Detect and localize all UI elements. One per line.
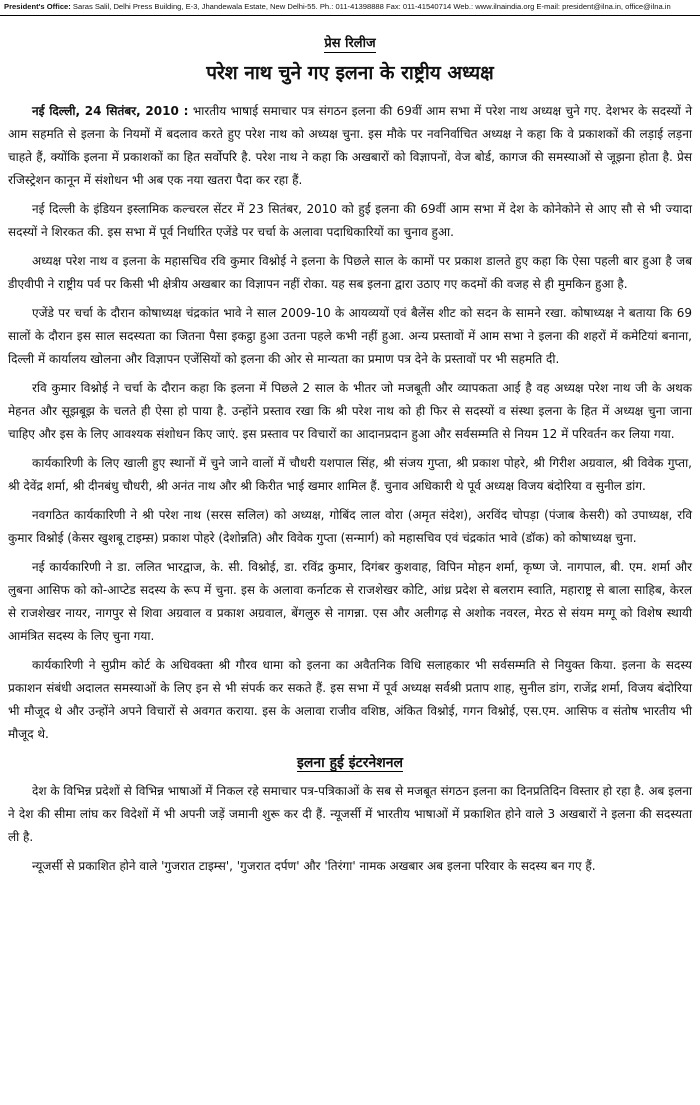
article-paragraph: नवगठित कार्यकारिणी ने श्री परेश नाथ (सरस सलिल) को अध्यक्ष, गोबिंद लाल वोरा (अमृत संदेश), अरविंद चोपड़ा (पंजाब केसरी) को उपाध्यक्ष, रवि कुमार विश्नोई (केसर खुशबू टाइम्स़) प्रकाश पोहरे (देशोन्नति) और विवेक गुप्ता (सन्मार्ग) को महासचिव एवं चंद्रकांत भावे (डॉक) को कोषाध्यक्ष चुना. (8, 508, 692, 545)
page-title: परेश नाथ चुने गए इलना के राष्ट्रीय अध्यक्ष (206, 62, 494, 84)
article-paragraph: कार्यकारिणी ने सुप्रीम कोर्ट के अधिवक्ता श्री गौरव धामा को इलना का अवैतनिक विधि सलाहकार भी सर्वसम्मति से नियुक्त किया. इलना के सदस्य प्रकाशन संबंधी अदालत समस्याओं के लिए इन से भी संपर्क कर सकते हैं. इस सभा में पूर्व अध्यक्ष सर्वश्री प्रताप शाह, सुनील डांग, राजेंद्र शर्मा, विजय बंदोरिया भी मौजूद थे और उन्होंने अपने विचारों से अवगत कराया. इस के अलावा राजीव वशिष्ठ, अंकित विश्नोई, गगन विश्नोई, एस.एम. आसिफ व संतोष भारतीय भी मौजूद थे. (8, 658, 692, 741)
article-paragraph: न्यूजर्सी से प्रकाशित होने वाले 'गुजरात टाइम्स', 'गुजरात दर्पण' और 'तिरंगा' नामक अखबार अब इलना परिवार के सदस्य बन गए हैं. (32, 859, 596, 873)
dateline: नई दिल्ली, 24 सितंबर, 2010 : (32, 104, 189, 118)
letterhead-label: President's Office: (4, 2, 71, 11)
article-paragraph-lead (8, 100, 692, 192)
article-paragraph: रवि कुमार विश्नोई ने चर्चा के दौरान कहा कि इलना में पिछले 2 साल के भीतर जो मजबूती और व्यापकता आई है वह अध्यक्ष परेश नाथ जी के अथक मेहनत और सूझबूझ के चलते ही ऐसा हो पाया है. उन्होंने प्रस्ताव रखा कि श्री परेश नाथ को ही फिर से सदस्यों व संस्था इलना के हित में अध्यक्ष चुना जाना चाहिए और इस के लिए आवश्यक संशोधन किए जाएं. इस प्रस्ताव पर विचारों का आदानप्रदान हुआ और सर्वसम्मति से नियम 12 में परिवर्तन कर लिया गया. (8, 381, 692, 441)
article-paragraph: देश के विभिन्न प्रदेशों से विभिन्न भाषाओं में निकल रहे समाचार पत्र-पत्रिकाओं के सब से मजबूत संगठन इलना का दिनप्रतिदिन विस्तार हो रहा है. अब इलना ने देश की सीमा लांघ कर विदेशों में भी अपनी जड़ें जमानी शुरू कर दी हैं. न्यूजर्सी में भारतीय भाषाओं में प्रकाशित होने वाले 3 अखबारों ने इलना की सदस्यता ली है. (8, 784, 692, 844)
letterhead-contact-text: Saras Salil, Delhi Press Building, E-3, Jhandewala Estate, New Delhi-55. Ph.: 011-41398888 Fax: 011-41540714 Web.: www.ilnaindia.org E-mail: president@ilna.in, office@ilna.in (72, 2, 671, 11)
article-paragraph: नई कार्यकारिणी ने डा. ललित भारद्वाज, के. सी. विश्नोई, डा. रविंद्र कुमार, दिगंबर कुशवाह, विपिन मोहन शर्मा, कृष्ण जे. नागपाल, बी. एम. शर्मा और लुबना आसिफ को को-आप्टेड सदस्य के रूप में चुना. इस के अलावा कर्नाटक से राजशेखर कोटि, आंध्र प्रदेश से बलराम स्वाति, महाराष्ट्र से बाला साहिब, केरल से राजशेखर नायर, नागपुर से शिवा अग्रवाल व प्रकाश अग्रवाल, बेंगलुरु से नागन्ना. एस और अलीगढ़ से अशोक नवरल, मेरठ से संयम मग्गू को विशेष स्थायी आमंत्रित सदस्य के लिए चुना गया. (8, 560, 692, 643)
article-paragraph: एजेंडे पर चर्चा के दौरान कोषाध्यक्ष चंद्रकांत भावे ने साल 2009-10 के आयव्ययों एवं बैलेंस शीट को सदन के सामने रखा. कोषाध्यक्ष ने बताया कि 69 सालों के दौरान इस साल सदस्यता का जितना पैसा इकट्ठा हुआ उतना पहले कभी नहीं हुआ. अन्य प्रस्तावों में आम सभा ने इलना की शहरों में कमेटियां बनाना, दिल्ली में कार्यालय खोलना और विज्ञापन एजेंसियों को इलना की ओर से मान्यता का प्रमाण पत्र देने के प्रस्तावों पर भी सहमति दी. (8, 306, 692, 366)
article-paragraph: नई दिल्ली के इंडियन इस्लामिक कल्चरल सेंटर में 23 सितंबर, 2010 को हुई इलना की 69वीं आम सभा में देश के कोनेकोने से आए सौ से भी ज्यादा सदस्यों ने शिरकत की. इस सभा में पूर्व निर्धारित एजेंडे पर चर्चा के अलावा पदाधिकारियों का चुनाव हुआ. (8, 202, 692, 239)
article-paragraph: अध्यक्ष परेश नाथ व इलना के महासचिव रवि कुमार विश्नोई ने इलना के पिछले साल के कामों पर प्रकाश डालते हुए कहा कि ऐसा पहली बार हुआ है जब डीएवीपी ने राष्ट्रीय पर्व पर किसी भी क्षेत्रीय अखबार का विज्ञापन नहीं रोका. यह सब इलना द्वारा उठाए गए कदमों की वजह से ही मुमकिन हुआ है. (8, 254, 692, 291)
article-body (8, 100, 692, 884)
article-paragraph: कार्यकारिणी के लिए खाली हुए स्थानों में चुने जाने वालों में चौधरी यशपाल सिंह, श्री संजय गुप्ता, श्री प्रकाश पोहरे, श्री गिरीश अग्रवाल, श्री विवेक गुप्ता, श्री देवेंद्र शर्मा, श्री दीनबंधु चौधरी, श्री अनंत नाथ और श्री किरीत भाई खमार शामिल हैं. चुनाव अधिकारी थे पूर्व अध्यक्ष विजय बंदोरिया व सुनील डांग. (8, 456, 692, 493)
subheading-text: इलना हुई इंटरनेशनल (296, 755, 404, 771)
press-release-kicker (0, 36, 700, 52)
letterhead-contact-bar (0, 0, 700, 14)
lead-text: भारतीय भाषाई समाचार पत्र संगठन इलना की 69वीं आम सभा में परेश नाथ अध्यक्ष चुने गए. देशभर के सदस्यों ने आम सहमति से इलना के नियमों में बदलाव करते हुए परेश नाथ को अध्यक्ष चुना. इस मौके पर नवनिर्वाचित अध्यक्ष ने कहा कि वे प्रकाशकों की लड़ाई लड़ना चाहते हैं, क्योंकि इलना में प्रकाशकों का हित सर्वोपरि है. परेश नाथ ने कहा कि अखबारों को विज्ञापनों, वेज बोर्ड, कागज की समस्याओं से जूझना होता है. प्रेस रजिस्ट्रेशन कानून में संशोधन भी अब एक नया खतरा पैदा कर रहा हैं. (8, 104, 692, 187)
press-release-label: प्रेस रिलीज (324, 36, 376, 51)
section-subheading (8, 752, 692, 774)
letterhead-divider (0, 15, 700, 16)
